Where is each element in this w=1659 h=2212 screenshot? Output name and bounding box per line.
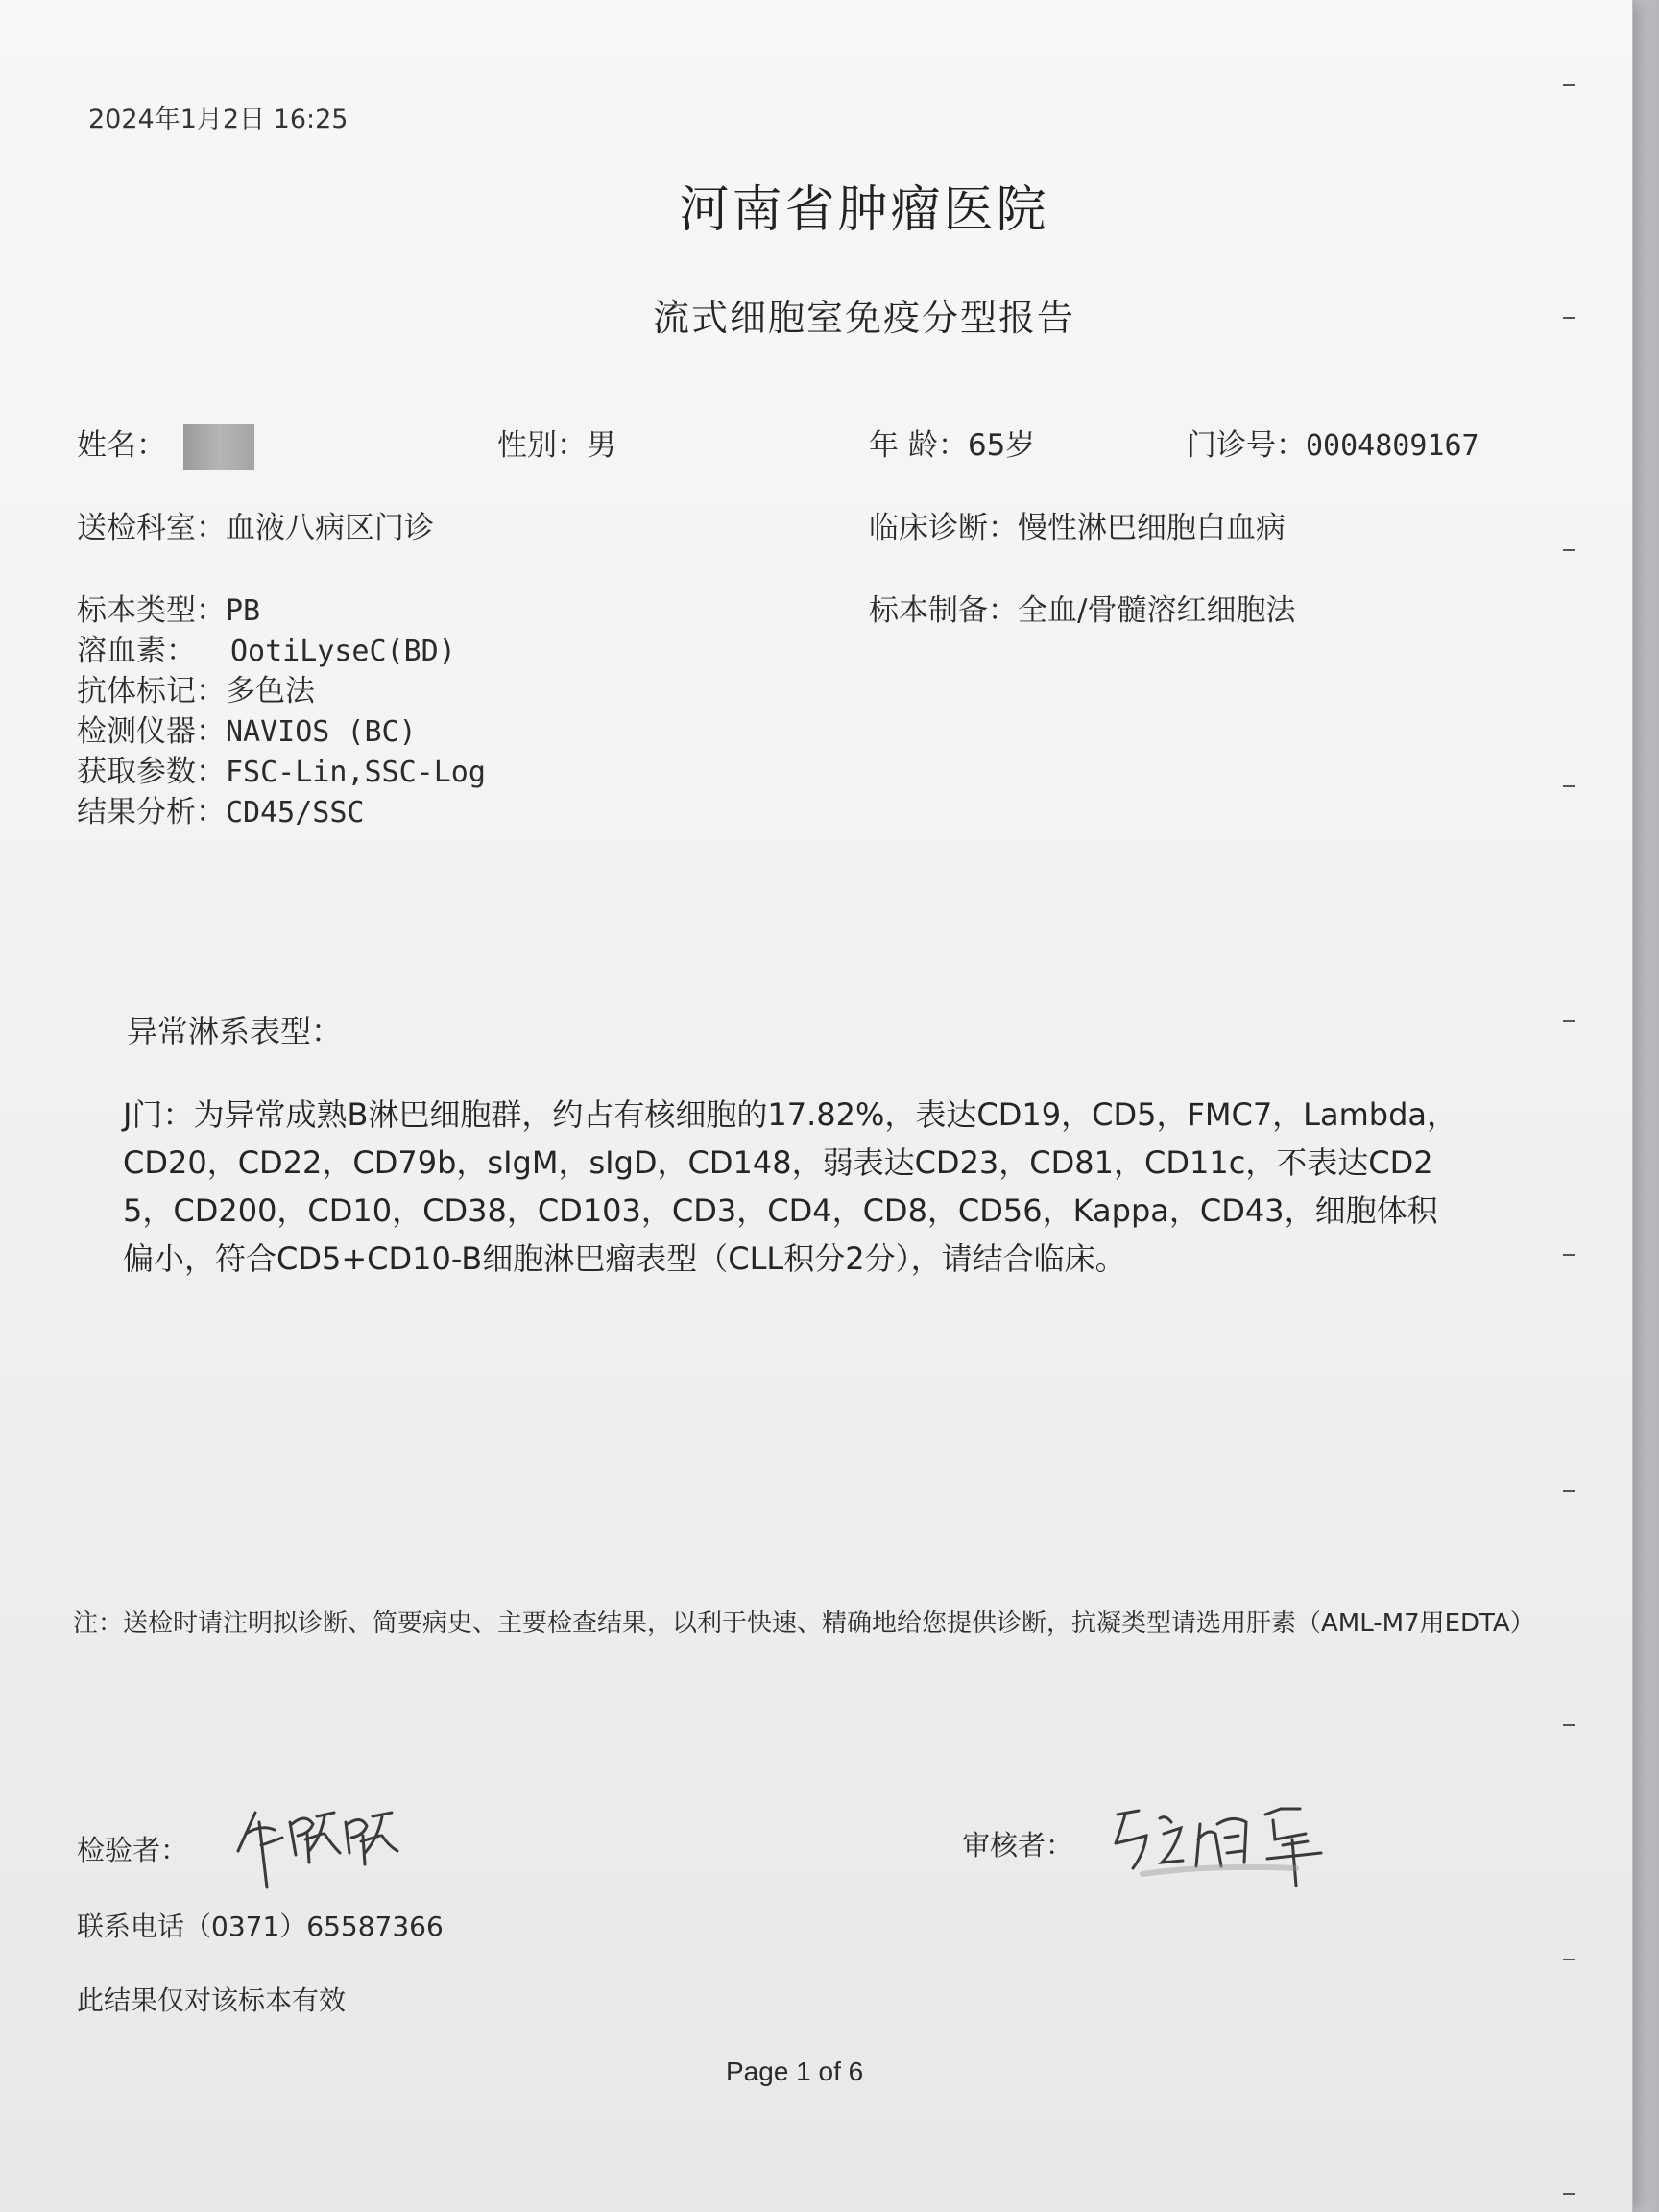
result-section-title: 异常淋系表型： [127, 1013, 343, 1049]
instrument-field [77, 707, 417, 750]
lysis-label: 溶血素： [77, 634, 196, 668]
department-label: 送检科室： [77, 511, 226, 545]
outpatient-number: 0004809167 [1306, 429, 1479, 463]
result-finding: J门：为异常成熟B淋巴细胞群，约占有核细胞的17.82%，表达CD19，CD5，FMC7，Lambda，CD20，CD22，CD79b，sIgM，sIgD，CD148，弱表达CD23，CD81，CD11c，不表达CD25，CD200，CD10，CD38，CD103，CD3，CD4，CD8，CD56，Kappa，CD43，细胞体积偏小，符合CD5+CD10-B细胞淋巴瘤表型（CLL积分2分），请结合临床。 [123, 1096, 1458, 1277]
contact-phone: 联系电话（0371）65587366 [77, 1911, 444, 1942]
edge-mark [1563, 84, 1575, 86]
page-number: Page 1 of 6 [726, 2056, 864, 2086]
antibody-field [77, 666, 315, 709]
diagnosis-value: 慢性淋巴细胞白血病 [1018, 511, 1286, 545]
diagnosis-label: 临床诊断： [869, 511, 1018, 545]
specimen-prep-value: 全血/骨髓溶红细胞法 [1018, 593, 1296, 628]
specimen-type-field [77, 586, 260, 629]
params-value: FSC-Lin,SSC-Log [226, 756, 486, 789]
specimen-prep-field [869, 586, 1295, 629]
antibody-value: 多色法 [226, 674, 315, 709]
edge-mark [1563, 1020, 1575, 1022]
params-field [77, 747, 486, 790]
specimen-type-label: 标本类型： [77, 593, 226, 628]
age-field [869, 421, 1035, 464]
edge-mark [1563, 1490, 1575, 1492]
instrument-label: 检测仪器： [77, 714, 226, 749]
antibody-label: 抗体标记： [77, 674, 226, 709]
sex-field [497, 421, 616, 464]
patient-name-label: 姓名： [77, 428, 166, 463]
lysis-value: OotiLyseC(BD) [230, 635, 456, 668]
analysis-value: CD45/SSC [226, 796, 365, 830]
instrument-value: NAVIOS (BC) [226, 715, 417, 749]
lysis-field [77, 626, 456, 669]
sex-value: 男 [587, 428, 616, 463]
edge-mark [1563, 785, 1575, 787]
validity-note: 此结果仅对该标本有效 [77, 1984, 347, 2016]
edge-mark [1563, 317, 1575, 319]
hospital-name: 河南省肿瘤医院 [679, 181, 1049, 239]
edge-mark [1563, 1254, 1575, 1256]
tester-label: 检验者： [77, 1834, 189, 1866]
sex-label: 性别： [497, 428, 587, 463]
specimen-type-value: PB [226, 594, 261, 628]
edge-mark [1563, 549, 1575, 551]
tester-signature [228, 1795, 401, 1891]
specimen-prep-label: 标本制备： [869, 593, 1018, 628]
patient-name-redacted [183, 424, 254, 470]
diagnosis-field [869, 503, 1286, 546]
outpatient-label: 门诊号： [1187, 428, 1306, 463]
age-value: 65岁 [967, 428, 1036, 463]
print-date: 2024年1月2日 16:25 [88, 105, 349, 134]
department-value: 血液八病区门诊 [226, 511, 434, 545]
analysis-field [77, 787, 365, 830]
reviewer-signature [1104, 1786, 1334, 1891]
submission-note: 注：送检时请注明拟诊断、简要病史、主要检查结果，以利于快速、精确地给您提供诊断，抗凝类型请选用肝素（AML-M7用EDTA） [73, 1609, 1535, 1638]
department-field [77, 503, 434, 546]
reviewer-label: 审核者： [962, 1829, 1074, 1862]
params-label: 获取参数： [77, 755, 226, 789]
edge-mark [1563, 1959, 1575, 1960]
analysis-label: 结果分析： [77, 795, 226, 830]
age-label: 年 龄： [869, 428, 968, 463]
report-title: 流式细胞室免疫分型报告 [652, 297, 1075, 339]
patient-name-field [77, 421, 254, 470]
edge-mark [1563, 1724, 1575, 1726]
edge-mark [1563, 2193, 1575, 2195]
outpatient-field [1187, 421, 1479, 464]
